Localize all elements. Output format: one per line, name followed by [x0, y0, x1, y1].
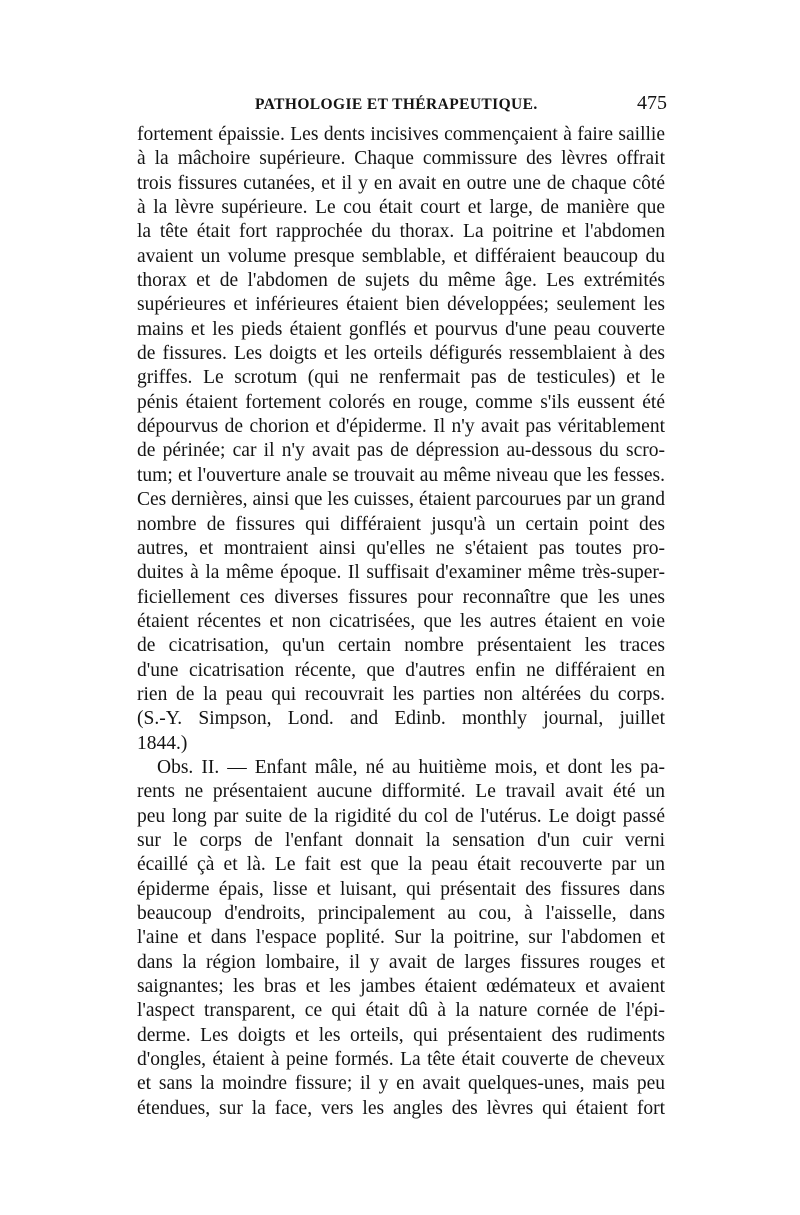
text-line: derme. Les doigts et les orteils, qui présentaient des rudiments	[137, 1024, 665, 1046]
page-number: 475	[637, 92, 667, 114]
text-line: de périnée; car il n'y avait pas de dépression au-dessous du scro-	[137, 440, 665, 462]
running-head-title: PATHOLOGIE ET THÉRAPEUTIQUE.	[255, 96, 538, 113]
text-line: supérieures et inférieures étaient bien développées; seulement les	[137, 294, 665, 316]
text-line: rents ne présentaient aucune difformité. Le travail avait été un	[137, 781, 665, 803]
text-line: dans la région lombaire, il y avait de larges fissures rouges et	[137, 951, 665, 973]
citation-line: 1844.)	[137, 732, 188, 754]
text-line: Ces dernières, ainsi que les cuisses, étaient parcourues par un grand	[137, 489, 665, 511]
text-line: étaient récentes et non cicatrisées, que les autres étaient en voie	[137, 610, 665, 632]
text-line: peu long par suite de la rigidité du col de l'utérus. Le doigt passé	[137, 805, 665, 827]
text-line: trois fissures cutanées, et il y en avait en outre une de chaque côté	[137, 172, 665, 194]
citation-line: (S.-Y. Simpson, Lond. and Edinb. monthly journal, juillet	[137, 708, 665, 730]
text-line: l'aspect transparent, ce qui était dû à la nature cornée de l'épi-	[137, 1000, 665, 1022]
text-line: tum; et l'ouverture anale se trouvait au même niveau que les fesses.	[137, 464, 665, 486]
text-line: sur le corps de l'enfant donnait la sensation d'un cuir verni	[137, 829, 665, 851]
text-line: nombre de fissures qui différaient jusqu'à un certain point des	[137, 513, 665, 535]
text-line: rien de la peau qui recouvrait les parties non altérées du corps.	[137, 683, 665, 705]
text-line: mains et les pieds étaient gonflés et pourvus d'une peau couverte	[137, 318, 665, 340]
running-header	[137, 94, 667, 124]
text-line: dépourvus de chorion et d'épiderme. Il n'y avait pas véritablement	[137, 416, 665, 438]
text-line: fortement épaissie. Les dents incisives commençaient à faire saillie	[137, 124, 665, 145]
text-line: à la mâchoire supérieure. Chaque commissure des lèvres offrait	[137, 148, 665, 170]
text-line: pénis étaient fortement colorés en rouge, comme s'ils eussent été	[137, 391, 665, 413]
text-line: autres, et montraient ainsi qu'elles ne s'étaient pas toutes pro-	[137, 537, 665, 559]
text-line: saignantes; les bras et les jambes étaient œdémateux et avaient	[137, 976, 665, 998]
page-body	[137, 123, 665, 1121]
observation-heading-line: Obs. II. — Enfant mâle, né au huitième mois, et dont les pa-	[157, 756, 665, 778]
text-line: beaucoup d'endroits, principalement au cou, à l'aisselle, dans	[137, 903, 665, 924]
text-line: duites à la même époque. Il suffisait d'examiner même très-super-	[137, 562, 665, 584]
text-line: ficiellement ces diverses fissures pour reconnaître que les unes	[137, 586, 665, 608]
text-line: à la lèvre supérieure. Le cou était court et large, de manière que	[137, 197, 665, 219]
text-line: d'ongles, étaient à peine formés. La tête était couverte de cheveux	[137, 1049, 665, 1071]
text-line: d'une cicatrisation récente, que d'autres enfin ne différaient en	[137, 659, 665, 681]
text-line: la tête était fort rapprochée du thorax. La poitrine et l'abdomen	[137, 221, 665, 243]
text-line: griffes. Le scrotum (qui ne renfermait pas de testicules) et le	[137, 367, 665, 389]
text-line: épiderme épais, lisse et luisant, qui présentait des fissures dans	[137, 878, 665, 900]
text-line: étendues, sur la face, vers les angles des lèvres qui étaient fort	[137, 1097, 665, 1119]
text-line: avaient un volume presque semblable, et différaient beaucoup du	[137, 245, 665, 267]
text-line: de fissures. Les doigts et les orteils défigurés ressemblaient à des	[137, 343, 665, 365]
text-line: écaillé çà et là. Le fait est que la peau était recouverte par un	[137, 854, 665, 876]
text-line: thorax et de l'abdomen de sujets du même âge. Les extrémités	[137, 270, 665, 292]
text-line: et sans la moindre fissure; il y en avait quelques-unes, mais peu	[137, 1073, 665, 1095]
text-line: l'aine et dans l'espace poplité. Sur la poitrine, sur l'abdomen et	[137, 927, 665, 949]
text-line: de cicatrisation, qu'un certain nombre présentaient les traces	[137, 635, 665, 657]
